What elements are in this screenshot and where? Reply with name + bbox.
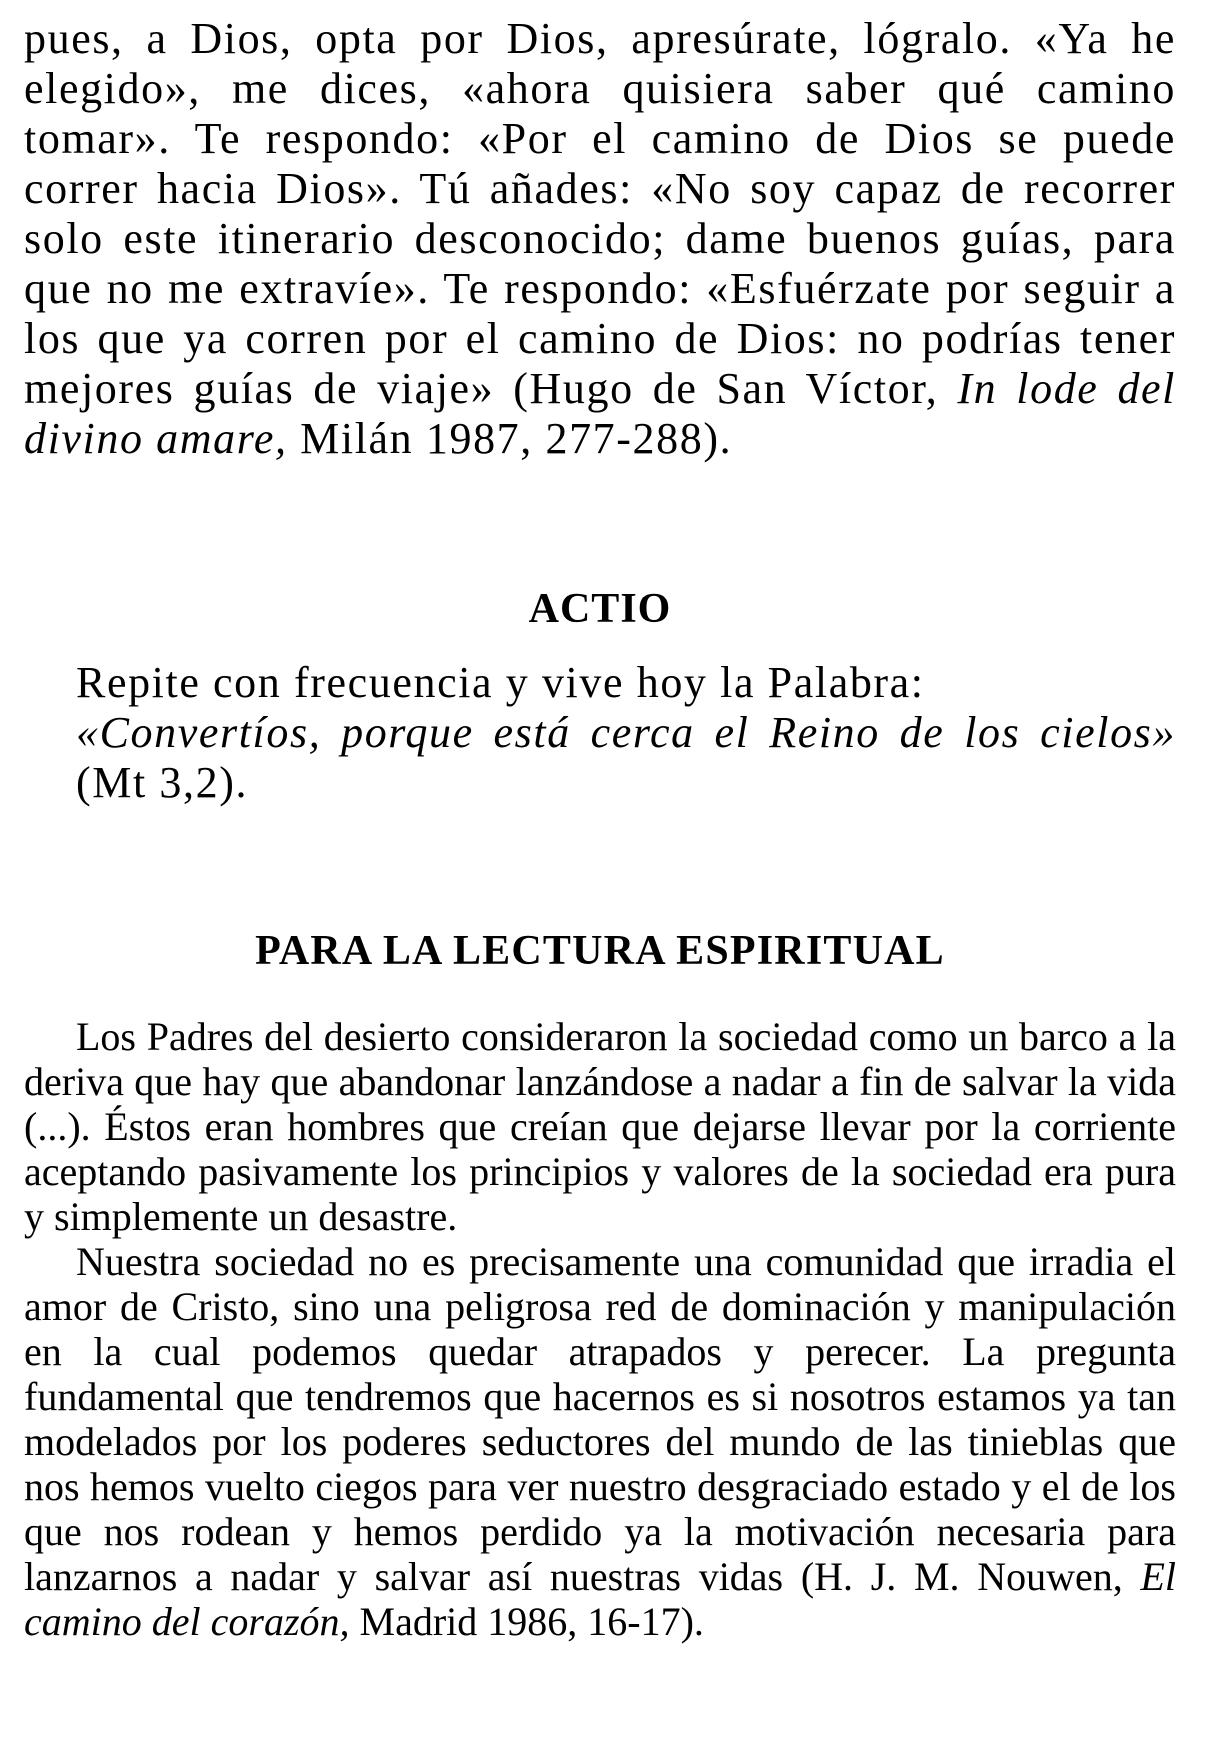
citation-tail: Milán 1987, 277-288). [287, 414, 733, 463]
lectura-paragraph-2 [24, 1239, 1176, 1644]
actio-instruction: Repite con frecuencia y vive hoy la Palabra: [76, 658, 925, 707]
actio-quote: «Convertíos, porque está cerca el Reino de los cielos» [76, 708, 1176, 757]
lectura-citation-title: El camino del corazón, [24, 1554, 1176, 1644]
opening-paragraph-text: pues, a Dios, opta por Dios, apresúrate, lógralo. «Ya he elegido», me dices, «ahora quisiera saber qué camino tomar». Te respondo: «Por el camino de Dios se puede correr hacia Dios». Tú añades: «No soy capaz de recorrer solo este itinerario desconocido; dame buenos guías, para que no me extravíe». Te respondo: «Esfuérzate por seguir a los que ya corren por el camino de Dios: no podrías tener mejores guías de viaje» (Hugo de San Víctor, [24, 14, 1176, 413]
actio-heading: ACTIO [528, 586, 672, 632]
page [24, 14, 1176, 1644]
lectura-heading: PARA LA LECTURA ESPIRITUAL [255, 928, 945, 974]
lectura-paragraph-1: Los Padres del desierto consideraron la sociedad como un barco a la deriva que hay que abandonar lanzándose a nadar a fin de salvar la vida (...). Éstos eran hombres que creían que dejarse llevar por la corriente aceptando pasivamente los principios y valores de la sociedad era pura y simplemente un desastre. [24, 1014, 1176, 1239]
opening-paragraph [24, 14, 1176, 464]
lectura-paragraph-2-text: Nuestra sociedad no es precisamente una comunidad que irradia el amor de Cristo, sino una peligrosa red de dominación y manipulación en la cual podemos quedar atrapados y perecer. La pregunta fundamental que tendremos que hacernos es si nosotros estamos ya tan modelados por los poderes seductores del mundo de las tinieblas que nos hemos vuelto ciegos para ver nuestro desgraciado estado y el de los que nos rodean y hemos perdido ya la motivación necesaria para lanzarnos a nadar y salvar así nuestras vidas (H. J. M. Nouwen, [24, 1239, 1176, 1599]
actio-reference: (Mt 3,2). [76, 758, 249, 807]
actio-body [24, 658, 1176, 808]
citation-title: In lode del divino amare, [24, 364, 1176, 463]
lectura-body [24, 1014, 1176, 1644]
lectura-citation-tail: Madrid 1986, 16-17). [349, 1599, 704, 1644]
